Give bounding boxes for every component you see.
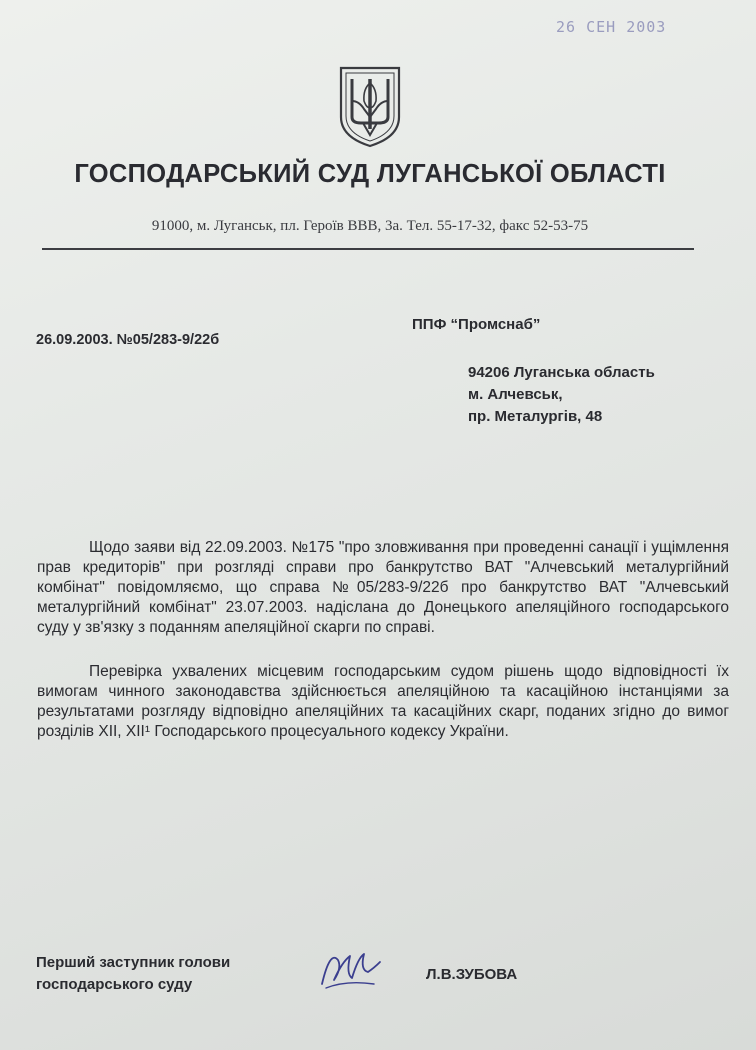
- recipient-address-line: 94206 Луганська область: [468, 364, 655, 381]
- recipient-name: ППФ “Промснаб”: [412, 316, 541, 333]
- body-paragraph: Перевірка ухвалених місцевим господарським судом рішень щодо відповідності їх вимогам чинного законодавства здійснюється апеляційною та касаційною інстанціями за результатами розгляду відповідно апеляційних та касаційних скарг, поданих згідно до вимог розділів XII, XII¹ Господарського процесуального кодексу України.: [37, 663, 729, 740]
- body-paragraph: Щодо заяви від 22.09.2003. №175 "про зловживання при проведенні санації і ущімлення прав кредиторів" при розгляді справи про банкрутство ВАТ "Алчевський металургійний комбінат" повідомляємо, що справа №05/283-9/22б про банкрутство ВАТ "Алчевський металургійний комбінат" 23.07.2003. надіслана до Донецького апеляційного господарського суду у зв'язку з поданням апеляційної скарги по справі.: [37, 539, 729, 636]
- signer-position-line: господарського суду: [36, 976, 193, 993]
- recipient-address-line: м. Алчевськ,: [468, 386, 563, 403]
- signer-position-line: Перший заступник голови: [36, 954, 231, 971]
- received-date-stamp: 26 СЕН 2003: [556, 18, 667, 36]
- recipient-address: [468, 362, 655, 428]
- handwritten-signature-icon: [316, 940, 388, 996]
- trident-emblem-icon: [337, 65, 403, 149]
- outgoing-reference: 26.09.2003. №05/283-9/22б: [36, 332, 220, 348]
- signer-name: Л.В.ЗУБОВА: [426, 966, 518, 983]
- court-address: 91000, м. Луганськ, пл. Героїв ВВВ, 3а. Тел. 55-17-32, факс 52-53-75: [151, 218, 589, 234]
- header-divider: [42, 248, 694, 250]
- signer-position: [36, 952, 230, 996]
- court-name-heading: ГОСПОДАРСЬКИЙ СУД ЛУГАНСЬКОЇ ОБЛАСТІ: [74, 160, 666, 188]
- letter-body: [37, 538, 729, 766]
- recipient-address-line: пр. Металургів, 48: [468, 408, 603, 425]
